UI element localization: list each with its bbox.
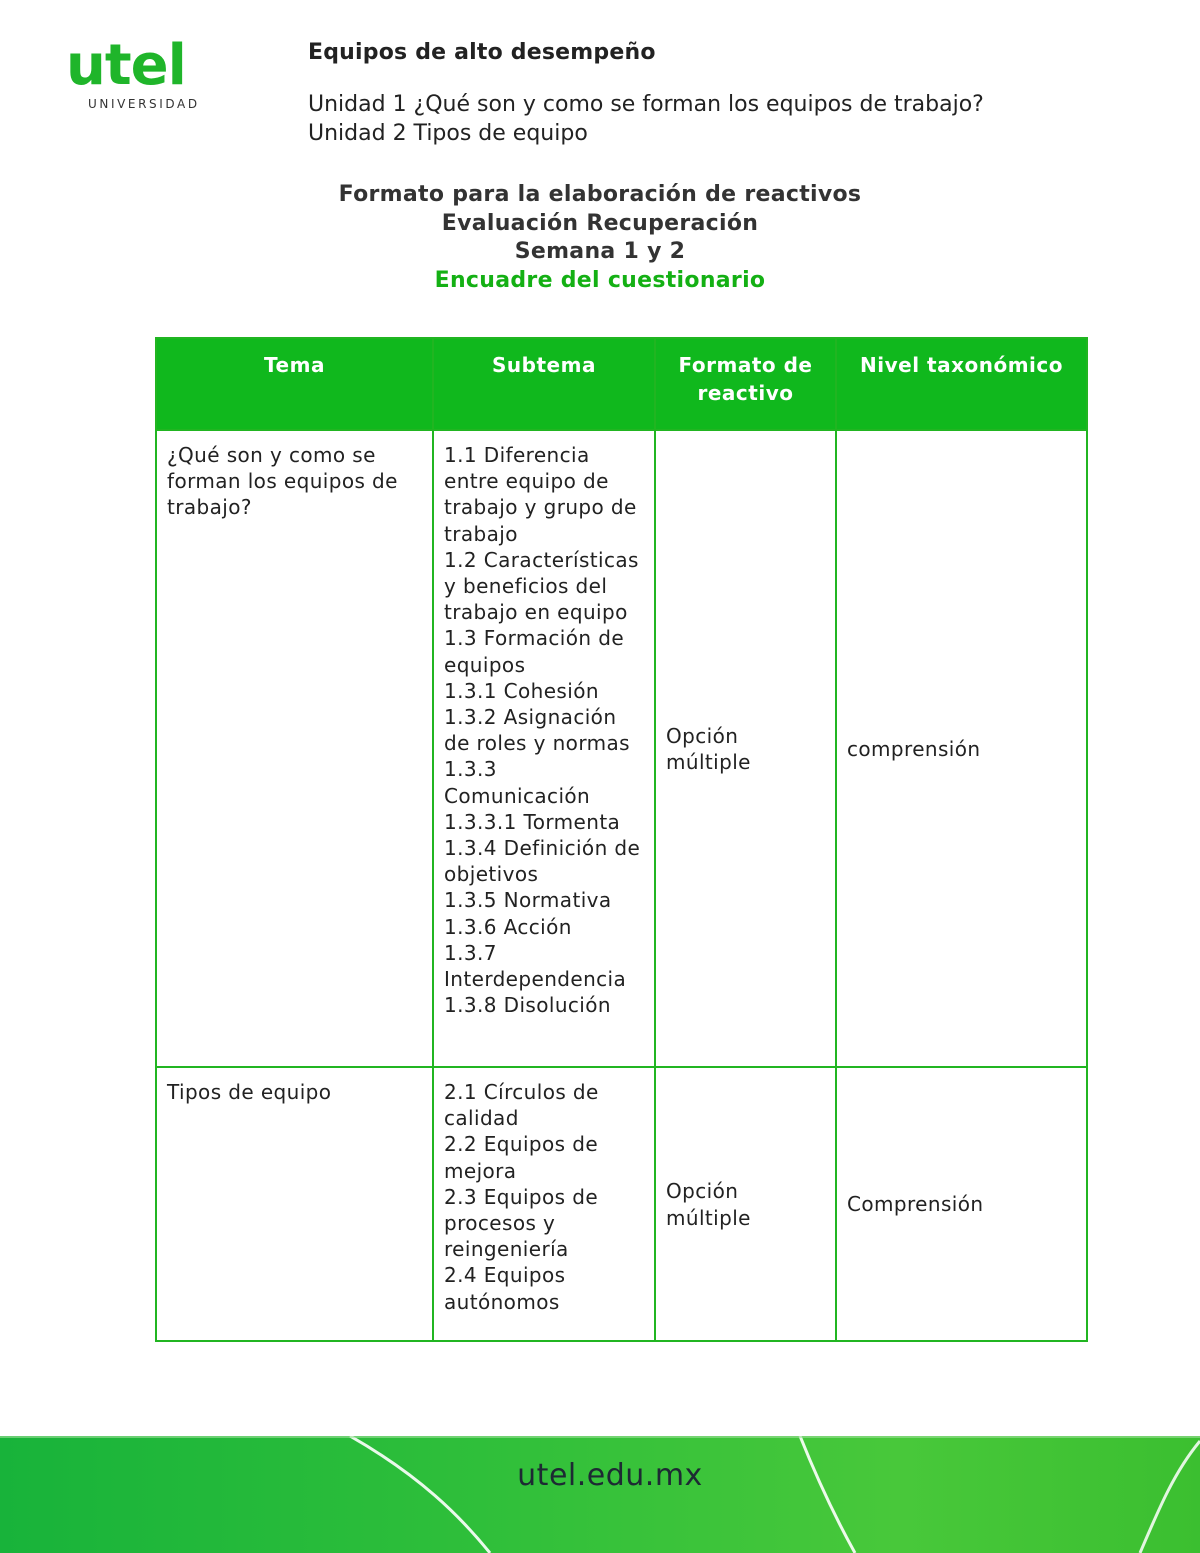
subtema-item: 1.3.3 Comunicación [444,757,591,808]
row-2-formato: Opción múltiple [655,1067,836,1341]
logo-subtitle: UNIVERSIDAD [88,97,200,111]
document-header [308,38,1158,148]
subtema-item: 1.3.6 Acción [444,914,572,939]
row-1-formato: Opción múltiple [655,430,836,1067]
subtema-item: 1.1 Diferencia entre equipo de trabajo y grupo de trabajo [444,443,637,546]
subtema-item: 1.3.5 Normativa [444,888,612,913]
subtema-item: 1.3.2 Asignación de roles y normas [444,705,630,756]
footer-banner [0,1436,1200,1553]
subtema-item: 2.4 Equipos autónomos [444,1263,566,1314]
header-subtema: Subtema [433,338,655,430]
header-formato: Formato de reactivo [655,338,836,430]
subtema-item: 1.3.4 Definición de objetivos [444,836,641,887]
subtema-item: 1.3 Formación de equipos [444,626,625,677]
table-row [156,1067,1087,1341]
week-title: Semana 1 y 2 [514,239,686,264]
subtema-item: 1.2 Características y beneficios del trabajo en equipo [444,547,639,625]
row-1-tema: ¿Qué son y como se forman los equipos de trabajo? [156,430,433,1067]
footer-url[interactable]: utel.edu.mx [517,1458,703,1493]
reactivos-table [155,337,1088,1342]
header-nivel: Nivel taxonómico [836,338,1087,430]
subtema-item: 2.3 Equipos de procesos y reingeniería [444,1184,599,1262]
subtema-item: 1.3.3.1 Tormenta [444,809,621,834]
format-title: Formato para la elaboración de reactivos [338,182,862,207]
utel-logo [64,40,234,112]
subtema-item: 2.1 Círculos de calidad [444,1080,599,1131]
course-title: Equipos de alto desempeño [308,40,656,65]
header-tema: Tema [156,338,433,430]
document-titles [0,181,1200,295]
subtema-item: 1.3.8 Disolución [444,993,611,1018]
table-row [156,430,1087,1067]
footer-decoration [0,1436,1200,1553]
row-2-subtemas [433,1067,655,1341]
evaluation-title: Evaluación Recuperación [441,210,759,236]
row-2-nivel: Comprensión [836,1067,1087,1341]
row-1-nivel: comprensión [836,430,1087,1067]
logo-wordmark: utel [66,40,186,98]
row-1-subtemas [433,430,655,1067]
unit-1-line: Unidad 1 ¿Qué son y como se forman los equipos de trabajo? [308,92,984,117]
subtema-item: 1.3.7 Interdependencia [444,940,627,992]
subtema-item: 1.3.1 Cohesión [444,678,599,703]
table-header-row [156,338,1087,430]
subtema-item: 2.2 Equipos de mejora [444,1132,599,1183]
unit-2-line: Unidad 2 Tipos de equipo [308,121,588,146]
questionnaire-title: Encuadre del cuestionario [434,267,766,293]
row-2-tema: Tipos de equipo [156,1067,433,1341]
